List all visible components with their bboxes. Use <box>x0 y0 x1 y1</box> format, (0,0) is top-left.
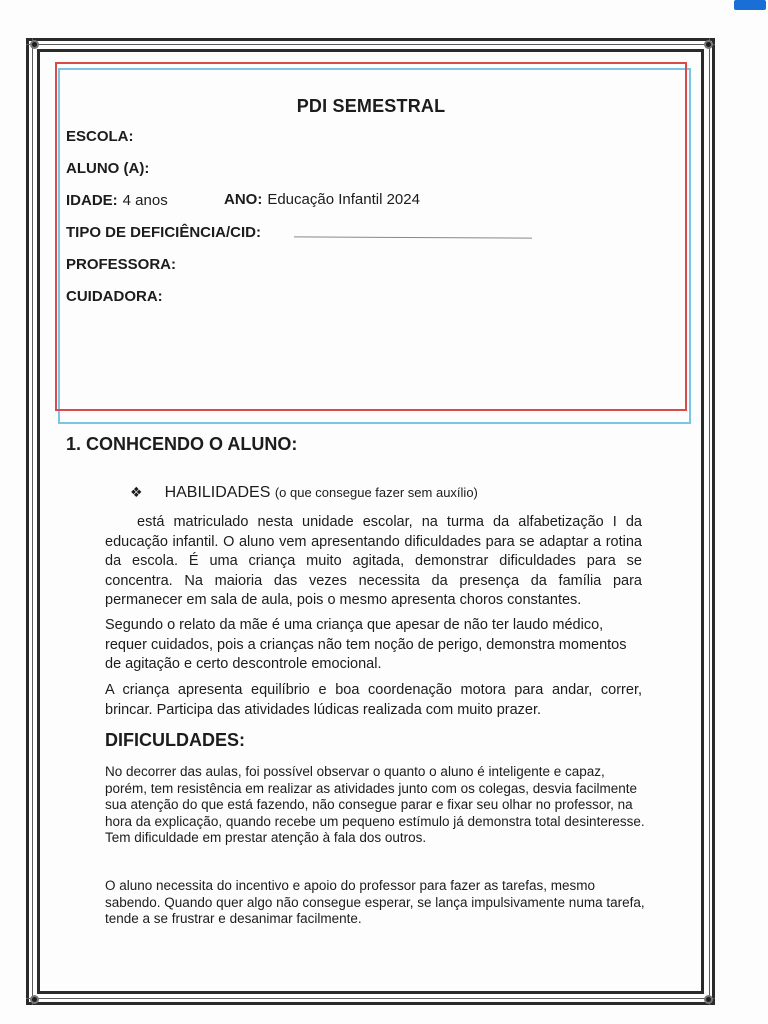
diamond-bullet-icon: ❖ <box>130 484 143 500</box>
section-title-dificuldades: DIFICULDADES: <box>105 730 245 750</box>
paragraph-coordenacao: A criança apresenta equilíbrio e boa coordenação motora para andar, correr, brincar. Participa das atividades lúdicas realizada com muito prazer. <box>105 682 642 718</box>
frame-corner-ornament <box>704 40 713 49</box>
field-idade <box>66 192 168 209</box>
paragraph-dificuldades-2: O aluno necessita do incentivo e apoio do professor para fazer as tarefas, mesmo sabendo. Quando quer algo não consegue esperar, se lança impulsivamente numa tarefa, tende a se frustrar e desanimar facilmente. <box>105 878 645 926</box>
idade-label: IDADE: <box>66 192 118 209</box>
paragraph-matricula-text: está matriculado nesta unidade escolar, na turma da alfabetização I da educação infantil. O aluno vem apresentando dificuldades para se adaptar a rotina da escola. É uma criança muito agitada, demonstrar dificuldades para se concentra. Na maioria das vezes necessita da presença da família para permanecer em sala de aula, pois o mesmo apresenta choros constantes. <box>105 514 642 608</box>
paragraph-matricula <box>105 513 642 611</box>
frame-corner-ornament <box>30 40 39 49</box>
page-border-line-top <box>26 44 715 45</box>
habilidades-note: (o que consegue fazer sem auxílio) <box>274 485 478 500</box>
deficiencia-label: TIPO DE DEFICIÊNCIA/CID: <box>66 224 262 241</box>
field-aluno <box>66 160 149 177</box>
ano-value: Educação Infantil 2024 <box>267 191 420 208</box>
escola-label: ESCOLA: <box>66 128 134 145</box>
field-ano <box>224 191 420 208</box>
field-escola <box>66 128 134 145</box>
paragraph-dificuldades-1: No decorrer das aulas, foi possível observar o quanto o aluno é inteligente e capaz, porém, tem resistência em realizar as atividades junto com os colegas, desvia facilmente sua atenção do que está fazendo, não consegue parar e fixar seu olhar no professor, na hora da explicação, quando recebe um pequeno estímulo já demonstra total desinteresse. Tem dificuldade em prestar atenção à fala dos outros. <box>105 764 645 845</box>
page-border-line-right <box>709 38 710 1005</box>
field-cuidadora <box>66 288 163 305</box>
idade-value: 4 anos <box>122 192 168 209</box>
field-deficiencia <box>66 224 261 241</box>
professora-label: PROFESSORA: <box>66 256 177 273</box>
habilidades-heading <box>130 484 478 502</box>
page-border-line-bottom <box>26 998 715 999</box>
habilidades-label: HABILIDADES <box>164 484 271 501</box>
frame-corner-ornament <box>704 995 713 1004</box>
scanner-badge <box>734 0 766 10</box>
ano-label: ANO: <box>224 191 263 208</box>
paragraph-relato-mae: Segundo o relato da mãe é uma criança que apesar de não ter laudo médico, requer cuidados, pois a crianças não tem noção de perigo, demonstra momentos de agitação e certo descontrole emocional. <box>105 617 627 672</box>
cuidadora-label: CUIDADORA: <box>66 288 163 305</box>
section-title-conhecendo: 1. CONHCENDO O ALUNO: <box>66 434 298 454</box>
aluno-label: ALUNO (A): <box>66 160 150 177</box>
field-professora <box>66 256 176 273</box>
form-title: PDI SEMESTRAL <box>296 96 446 116</box>
frame-corner-ornament <box>30 995 39 1004</box>
page-border-line-left <box>32 38 33 1005</box>
